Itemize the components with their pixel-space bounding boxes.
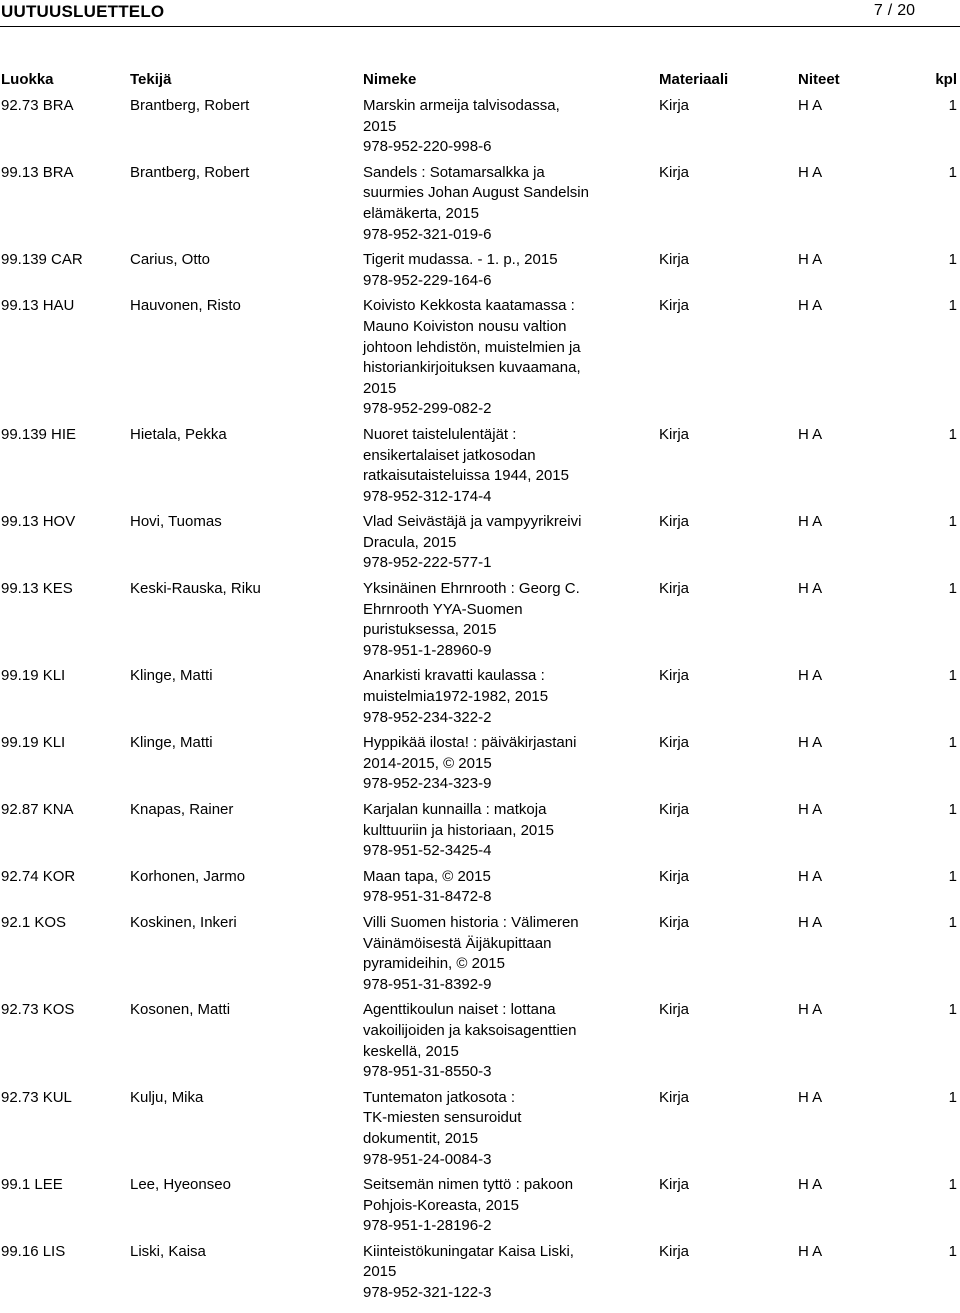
item-copies-location: H A [798, 867, 823, 885]
item-class: 92.74 KOR [1, 867, 76, 885]
item-class: 99.16 LIS [1, 1242, 66, 1260]
item-title: Karjalan kunnailla : matkoja kulttuuriin ja historiaan, 2015 [363, 801, 554, 839]
item-count: 1 [948, 425, 957, 443]
item-author: Hietala, Pekka [130, 425, 227, 443]
list-item [0, 733, 960, 795]
item-isbn: 978-951-24-0084-3 [363, 1150, 492, 1168]
item-material: Kirja [659, 297, 690, 315]
list-item [0, 1000, 960, 1082]
item-class: 92.73 BRA [1, 97, 74, 114]
item-count: 1 [948, 667, 957, 685]
item-isbn: 978-951-31-8550-3 [363, 1063, 492, 1081]
item-copies-location: H A [798, 513, 823, 531]
item-isbn: 978-952-222-577-1 [363, 554, 492, 572]
item-material: Kirja [659, 734, 690, 752]
item-class: 99.1 LEE [1, 1176, 63, 1194]
item-title-block [363, 250, 633, 291]
item-title: Yksinäinen Ehrnrooth : Georg C. Ehrnrooth YYA-Suomen puristuksessa, 2015 [363, 580, 580, 639]
catalog-list [0, 96, 960, 1309]
list-item [0, 913, 960, 995]
item-copies-location: H A [798, 801, 823, 818]
item-title-block [363, 296, 633, 420]
item-material: Kirja [659, 513, 690, 531]
item-author: Klinge, Matti [130, 734, 213, 752]
list-item [0, 800, 960, 862]
item-title: Villi Suomen historia : Välimeren Väinämöisestä Äijäkupittaan pyramideihin, © 2015 [363, 913, 579, 973]
item-title-block [363, 867, 633, 908]
item-title-block [363, 512, 633, 574]
item-isbn: 978-951-31-8392-9 [363, 975, 492, 993]
item-material: Kirja [659, 667, 690, 685]
page-header [0, 0, 960, 27]
item-class: 99.13 HAU [1, 297, 75, 315]
item-title: Sandels : Sotamarsalkka ja suurmies Johan August Sandelsin elämäkerta, 2015 [363, 163, 589, 222]
item-copies-location: H A [798, 425, 823, 443]
item-isbn: 978-952-229-164-6 [363, 271, 492, 289]
item-copies-location: H A [798, 163, 823, 181]
item-count: 1 [948, 913, 957, 931]
item-title: Vlad Seivästäjä ja vampyyrikreivi Dracula, 2015 [363, 513, 582, 551]
item-author: Knapas, Rainer [130, 801, 234, 818]
item-title-block [363, 913, 633, 995]
item-count: 1 [948, 251, 957, 269]
column-header-tekija: Tekijä [130, 71, 172, 88]
item-class: 92.1 KOS [1, 913, 67, 931]
item-count: 1 [948, 734, 957, 752]
list-item [0, 1088, 960, 1170]
item-class: 99.13 KES [1, 580, 73, 598]
list-item [0, 250, 960, 291]
item-material: Kirja [659, 251, 690, 269]
item-title-block [363, 733, 633, 795]
item-title: Anarkisti kravatti kaulassa : muistelmia1972-1982, 2015 [363, 667, 549, 706]
item-material: Kirja [659, 163, 690, 181]
list-item [0, 579, 960, 661]
item-isbn: 978-952-234-323-9 [363, 775, 492, 793]
item-author: Keski-Rauska, Riku [130, 580, 261, 598]
item-count: 1 [948, 297, 957, 315]
item-copies-location: H A [798, 297, 823, 315]
item-author: Brantberg, Robert [130, 163, 250, 181]
item-title-block [363, 1088, 633, 1170]
column-header-nimeke: Nimeke [363, 71, 417, 88]
item-isbn: 978-951-1-28960-9 [363, 641, 492, 659]
item-title-block [363, 666, 633, 728]
item-author: Klinge, Matti [130, 667, 213, 685]
item-class: 99.139 CAR [1, 251, 83, 269]
item-title: Tigerit mudassa. - 1. p., 2015 [363, 251, 558, 269]
item-material: Kirja [659, 97, 690, 114]
item-title: Tuntematon jatkosota : TK-miesten sensuroidut dokumentit, 2015 [363, 1088, 522, 1147]
item-copies-location: H A [798, 97, 823, 114]
item-copies-location: H A [798, 1176, 823, 1194]
item-author: Koskinen, Inkeri [130, 913, 237, 931]
item-count: 1 [948, 801, 957, 818]
item-copies-location: H A [798, 1001, 823, 1019]
list-item [0, 512, 960, 574]
item-author: Korhonen, Jarmo [130, 867, 246, 885]
item-copies-location: H A [798, 734, 823, 752]
item-title-block [363, 1242, 633, 1304]
item-isbn: 978-951-1-28196-2 [363, 1217, 492, 1235]
list-item [0, 1242, 960, 1304]
item-copies-location: H A [798, 913, 823, 931]
item-author: Liski, Kaisa [130, 1242, 206, 1260]
item-copies-location: H A [798, 251, 823, 269]
item-isbn: 978-952-299-082-2 [363, 400, 492, 418]
item-count: 1 [948, 580, 957, 598]
item-class: 99.139 HIE [1, 425, 77, 443]
column-header-materiaali: Materiaali [659, 71, 729, 88]
item-author: Hovi, Tuomas [130, 513, 222, 531]
item-author: Kosonen, Matti [130, 1001, 231, 1019]
item-author: Carius, Otto [130, 251, 211, 269]
item-isbn: 978-952-321-122-3 [363, 1284, 492, 1302]
item-title: Kiinteistökuningatar Kaisa Liski, 2015 [363, 1242, 574, 1281]
item-title-block [363, 1175, 633, 1237]
list-item [0, 425, 960, 507]
item-title-block [363, 163, 633, 245]
item-count: 1 [948, 163, 957, 181]
list-item [0, 666, 960, 728]
item-class: 92.73 KOS [1, 1001, 75, 1019]
item-material: Kirja [659, 801, 690, 818]
item-copies-location: H A [798, 1088, 823, 1106]
item-isbn: 978-951-31-8472-8 [363, 888, 492, 906]
item-isbn: 978-952-312-174-4 [363, 487, 492, 505]
item-title: Hyppikää ilosta! : päiväkirjastani 2014-2015, © 2015 [363, 734, 577, 772]
item-title: Nuoret taistelulentäjät : ensikertalaiset jatkosodan ratkaisutaisteluissa 1944, 2015 [363, 425, 569, 485]
item-title-block [363, 579, 633, 661]
item-material: Kirja [659, 867, 690, 885]
page-separator: / [887, 2, 893, 19]
item-title: Maan tapa, © 2015 [363, 867, 491, 885]
page-number [845, 2, 915, 20]
column-header-kpl: kpl [935, 71, 957, 88]
item-isbn: 978-952-234-322-2 [363, 708, 492, 726]
item-class: 99.19 KLI [1, 734, 66, 752]
item-count: 1 [948, 1088, 957, 1106]
item-count: 1 [948, 1001, 957, 1019]
item-material: Kirja [659, 425, 690, 443]
item-class: 99.13 HOV [1, 513, 76, 531]
item-count: 1 [948, 1242, 957, 1260]
item-class: 92.87 KNA [1, 801, 74, 818]
item-copies-location: H A [798, 1242, 823, 1260]
list-item [0, 96, 960, 158]
column-header-niteet: Niteet [798, 71, 840, 88]
item-count: 1 [948, 867, 957, 885]
item-class: 99.13 BRA [1, 163, 74, 181]
list-item [0, 163, 960, 245]
item-material: Kirja [659, 1088, 690, 1106]
document-title: UUTUUSLUETTELO [1, 2, 165, 21]
item-author: Lee, Hyeonseo [130, 1176, 231, 1194]
item-title-block [363, 425, 633, 507]
item-title: Agenttikoulun naiset : lottana vakoilijoiden ja kaksoisagenttien keskellä, 2015 [363, 1001, 577, 1060]
item-isbn: 978-952-321-019-6 [363, 225, 492, 243]
item-class: 99.19 KLI [1, 667, 66, 685]
page-total: 20 [897, 2, 915, 19]
page-current: 7 [873, 2, 883, 19]
list-item [0, 296, 960, 420]
item-material: Kirja [659, 1001, 690, 1019]
item-copies-location: H A [798, 667, 823, 685]
item-author: Brantberg, Robert [130, 97, 250, 114]
item-author: Hauvonen, Risto [130, 297, 241, 315]
item-title-block [363, 96, 633, 158]
item-title: Marskin armeija talvisodassa, 2015 [363, 97, 560, 135]
item-material: Kirja [659, 1242, 690, 1260]
item-title-block [363, 800, 633, 862]
item-material: Kirja [659, 580, 690, 598]
item-isbn: 978-952-220-998-6 [363, 138, 492, 156]
item-count: 1 [948, 97, 957, 114]
item-copies-location: H A [798, 580, 823, 598]
item-author: Kulju, Mika [130, 1088, 204, 1106]
item-material: Kirja [659, 913, 690, 931]
list-item [0, 867, 960, 908]
item-title-block [363, 1000, 633, 1082]
item-isbn: 978-951-52-3425-4 [363, 842, 492, 860]
item-material: Kirja [659, 1176, 690, 1194]
item-count: 1 [948, 513, 957, 531]
column-header-luokka: Luokka [1, 71, 54, 88]
item-title: Seitsemän nimen tyttö : pakoon Pohjois-Koreasta, 2015 [363, 1176, 574, 1214]
item-class: 92.73 KUL [1, 1088, 72, 1106]
list-item [0, 1175, 960, 1237]
item-title: Koivisto Kekkosta kaatamassa : Mauno Koiviston nousu valtion johtoon lehdistön, muistelmien ja historiankirjoituksen kuvaamana, 2015 [363, 297, 581, 397]
item-count: 1 [948, 1176, 957, 1194]
